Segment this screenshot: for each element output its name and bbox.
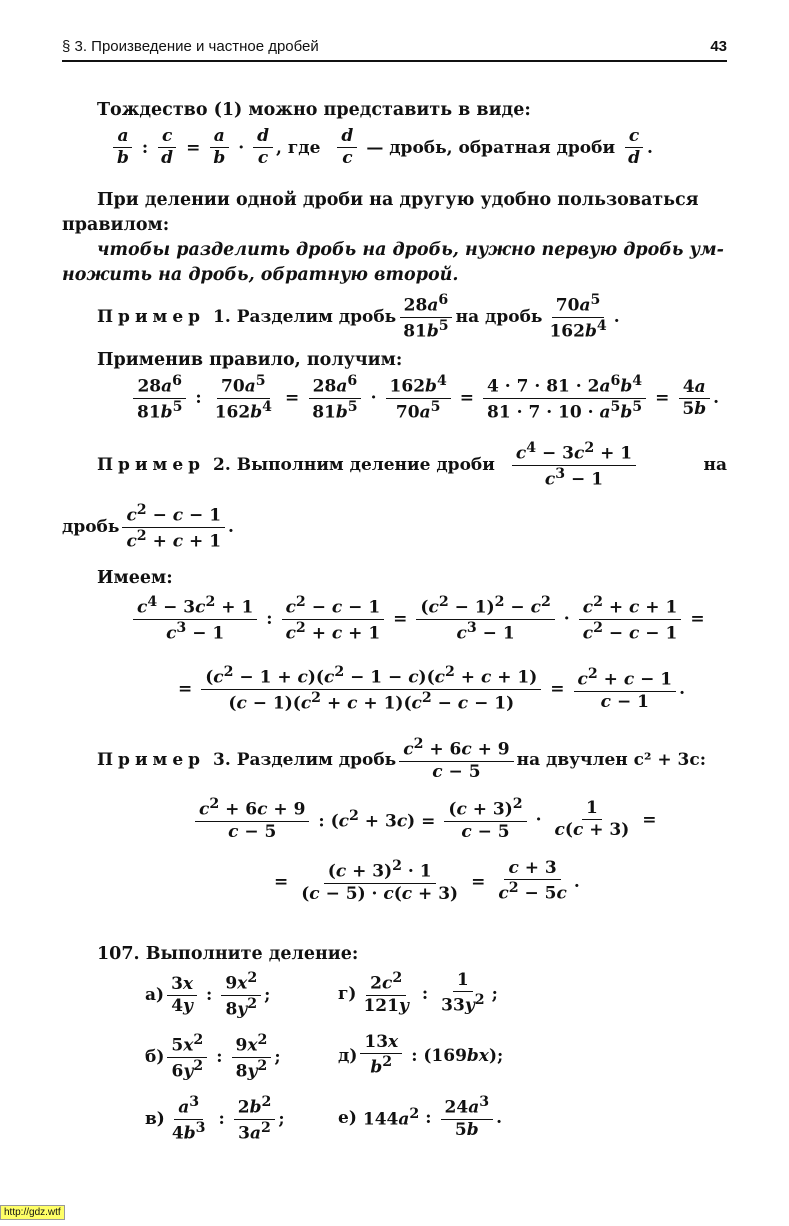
section-title: § 3. Произведение и частное дробей [62,38,319,55]
where-text: , где [276,137,321,158]
example-3-solution-1: $c^2 + 6c + 9$ c − 5 : $(c^2 + 3c)$ = $\frac{(c + 3)^2}{c - 5}$ · $\frac{1}{c(c + 3)}$ = [192,796,663,843]
example-2-text: 2. Выполним деление дроби [213,455,495,476]
paragraph-have: Имеем: [97,568,173,588]
example-3-text: 3. Разделим дробь [213,749,397,770]
inverse-text: — дробь, обратная дроби [366,137,616,158]
footer-url[interactable]: http://gdz.wtf [0,1205,65,1220]
example-2-solution-2: = $\frac{(c^2 - 1 + c)(c^2 - 1 - c)(c^2 + c + 1)}{(c - 1)(c^2 + c + 1)(c^2 - c - 1)}$ = $\frac{c^2 + c - 1}{c - 1}$ . [178,664,686,714]
example-3-solution-2: = $\frac{(c + 3)^2 \cdot 1}{(c - 5) \cdot c(c + 3)}$ = $\frac{c + 3}{c^2 - 5c}$ . [274,858,580,904]
example-2-frac-word: дробь [62,517,120,538]
example-2-solution-1: $c^4 - 3c^2 + 1$ $c^3 - 1$ : $\frac{c^2 - c - 1}{c^2 + c + 1}$ = $\frac{(c^2 - 1)^2 - c^2}{c^3 - 1}$ · $\frac{c^2 + c + 1}{c^2 - c - 1}$ = [130,594,711,645]
identity-formula: a b : $\frac{c}{d}$ = $\frac{a}{b}$ · d c , где d c — дробь, обратная дроби c d . [110,126,653,170]
page-number: 43 [710,38,727,55]
paragraph-identity: Тождество (1) можно представить в виде: [97,100,531,120]
example-1-solution: $28a^6$ $81b^5$ : $\frac{70a^5}{162b^4}$ = $\frac{28a^6}{81b^5}$ · $\frac{162b^4}{70a^5}$ = $\frac{4 \cdot 7 \cdot 81 \cdot 2a^6b^4}{81 \cdot 7 \cdot 10 \cdot a^5b^5}$ = $\frac{4a}{5b}$ . [130,373,719,424]
example-3-label: Пример [97,749,206,770]
page-header [62,38,727,62]
example-2-label: Пример [97,455,206,476]
example-3-on: на двучлен c² + 3c: [516,749,706,770]
paragraph-rule-intro-1: При делении одной дроби на другую удобно пользоваться [97,190,699,210]
example-1-text: 1. Разделим дробь [213,307,397,328]
exercise-d: д) 13x $b^2$ : (169bx); [338,1032,504,1078]
letter-b: б) [145,1047,165,1068]
example-1-on: на дробь [455,307,543,328]
exercise-e: е) $144a^2$ : $24a^3$ 5b . [338,1094,502,1140]
letter-g: г) [338,983,357,1004]
example-1-label: Пример [97,307,206,328]
exercise-text: Выполните деление: [145,944,359,964]
letter-e: е) [338,1107,357,1128]
rule-line-2: ножить на дробь, обратную второй. [62,265,459,285]
exercise-g: г) $2c^2$ 121y : 1 $33y^2$ ; [338,970,498,1016]
letter-a: а) [145,985,165,1006]
exercise-b: б) $5x^2$ $6y^2$ : $9x^2$ $8y^2$ ; [145,1032,281,1082]
exercise-number: 107. [97,944,140,964]
rule-line-1: чтобы разделить дробь на дробь, нужно первую дробь ум- [97,240,724,260]
paragraph-rule-intro-2: правилом: [62,215,170,235]
exercise-107-title [97,944,358,965]
letter-v: в) [145,1109,165,1130]
exercise-v: в) $a^3$ $4b^3$ : $2b^2$ $3a^2$ ; [145,1094,285,1144]
letter-d: д) [338,1045,358,1066]
example-2-statement: Пример 2. Выполним деление дроби $c^4 - 3c^2 + 1$ $c^3 - 1$ на [97,440,727,490]
example-2-on: на [703,455,727,476]
example-3-statement: Пример 3. Разделим дробь $c^2 + 6c + 9$ c − 5 на двучлен c² + 3c: [97,736,706,782]
paragraph-apply: Применив правило, получим: [97,350,403,370]
example-1-statement: Пример 1. Разделим дробь $28a^6$ $81b^5$ на дробь $70a^5$ $162b^4$ . [97,292,620,342]
exercise-a: а) 3x 4y : $9x^2$ $8y^2$ ; [145,970,271,1020]
example-2-second-fraction: дробь $c^2 - c - 1$ $c^2 + c + 1$ . [62,502,234,552]
